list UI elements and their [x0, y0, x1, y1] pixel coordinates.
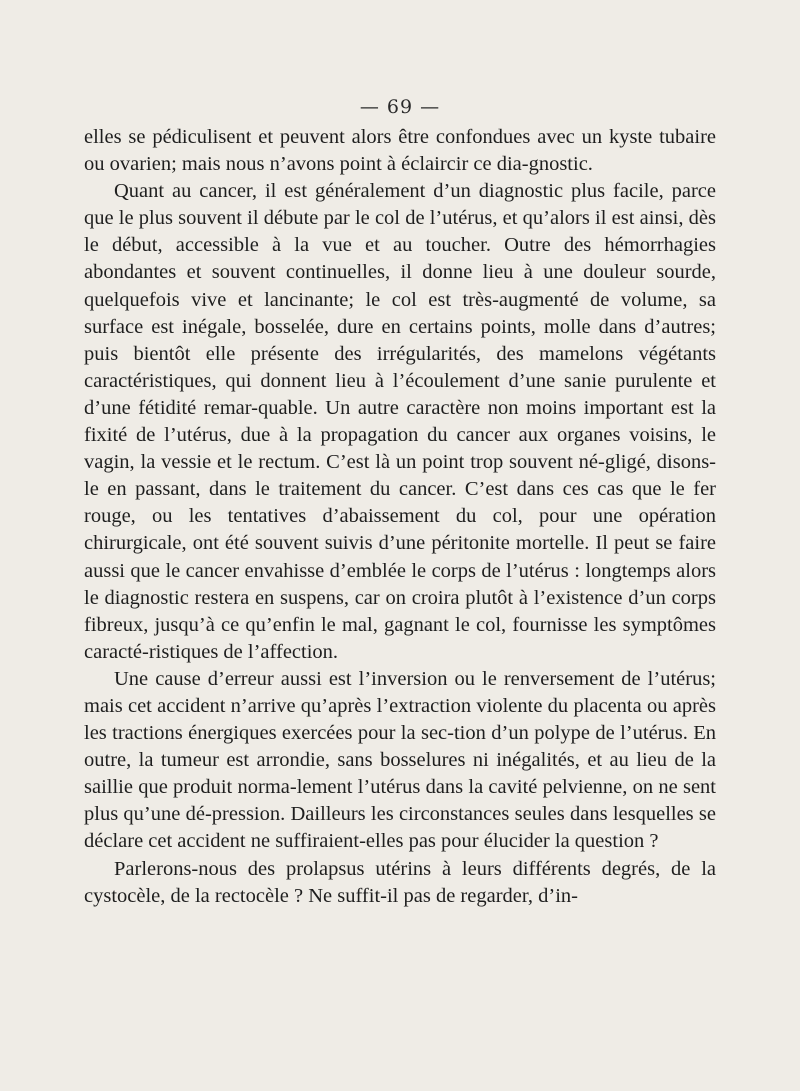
body-text [84, 124, 716, 910]
paragraph-inversion: Une cause d’erreur aussi est l’inversion ou le renversement de l’utérus; mais cet accident n’arrive qu’après l’extraction violente du placenta ou après les tractions énergiques exercées pour la sec-tion d’un polype de l’utérus. En outre, la tumeur est arrondie, sans bosselures ni inégalités, et au lieu de la saillie que produit norma-lement l’utérus dans la cavité pelvienne, on ne sent plus qu’une dé-pression. Dailleurs les circonstances seules dans lesquelles se déclare cet accident ne suffiraient-elles pas pour élucider la question ? [84, 667, 716, 853]
paragraph-continued: elles se pédiculisent et peuvent alors être confondues avec un kyste tubaire ou ovarien; mais nous n’avons point à éclaircir ce dia-gnostic. [84, 126, 716, 176]
paragraph-cancer: Quant au cancer, il est généralement d’un diagnostic plus facile, parce que le plus souvent il débute par le col de l’utérus, et qu’alors il est ainsi, dès le début, accessible à la vue et au toucher. Outre des hémorrhagies abondantes et souvent continuelles, il donne lieu à une douleur sourde, quelquefois vive et lancinante; le col est très-augmenté de volume, sa surface est inégale, bosselée, dure en certains points, molle dans d’autres; puis bientôt elle présente des irrégularités, des mamelons végétants caractéristiques, qui donnent lieu à l’écoulement d’une sanie purulente et d’une fétidité remar-quable. Un autre caractère non moins important est la fixité de l’utérus, due à la propagation du cancer aux organes voisins, le vagin, la vessie et le rectum. C’est là un point trop souvent né-gligé, disons-le en passant, dans le traitement du cancer. C’est dans ces cas que le fer rouge, ou les tentatives d’abaissement du col, pour une opération chirurgicale, ont été souvent suivis d’une péritonite mortelle. Il peut se faire aussi que le cancer envahisse d’emblée le corps de l’utérus : longtemps alors le diagnostic restera en suspens, car on croira plutôt à l’existence d’un corps fibreux, jusqu’à ce qu’enfin le mal, gagnant le col, fournisse les symptômes caracté-ristiques de l’affection. [84, 180, 716, 663]
paragraph-prolapsus: Parlerons-nous des prolapsus utérins à leurs différents degrés, de la cystocèle, de la rectocèle ? Ne suffit-il pas de regarder, d’in- [84, 857, 716, 907]
page-number: — 69 — [359, 96, 441, 118]
